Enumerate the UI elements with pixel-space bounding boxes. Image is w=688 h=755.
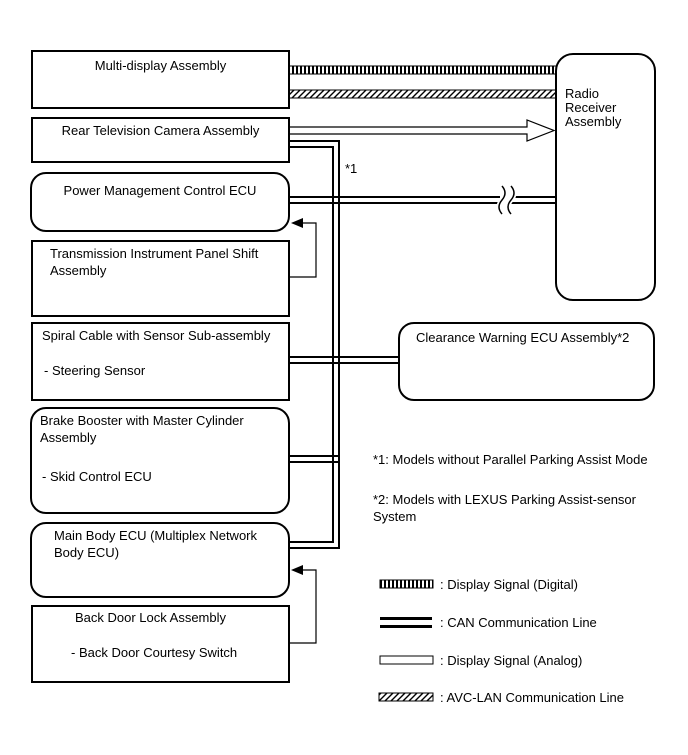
box-multi-display-assembly [31, 50, 290, 109]
box-label: Transmission Instrument Panel Shift Assembly [50, 246, 259, 278]
legend-label-can-communication-line: : CAN Communication Line [440, 615, 597, 630]
note-2: *2: Models with LEXUS Parking Assist-sensor System [373, 492, 636, 524]
digital-hatch-swatch [380, 580, 433, 588]
box-rear-television-camera-assembly [31, 117, 290, 163]
digital-display-signal-line [289, 66, 556, 74]
box-label: Multi-display Assembly [94, 58, 227, 73]
legend-label-display-signal-digital: : Display Signal (Digital) [440, 577, 578, 592]
avc-lan-communication-line [289, 90, 556, 98]
box-label: Radio Receiver Assembly [565, 86, 622, 129]
avc-lan-hatch-swatch [379, 693, 433, 701]
box-label: Rear Television Camera Assembly [61, 123, 260, 138]
box-spiral-cable-with-sensor-sub-assembly [31, 322, 290, 401]
box-label: Back Door Lock Assembly [75, 610, 227, 625]
legend-label-display-signal-analog: : Display Signal (Analog) [440, 653, 583, 668]
note-1: *1: Models without Parallel Parking Assist Mode [373, 452, 648, 467]
arrow-into-main-body-icon [291, 565, 303, 575]
arrow-into-power-management-icon [291, 218, 303, 228]
analog-display-signal-arrow [289, 120, 554, 141]
box-brake-booster-with-master-cylinder-assembly [30, 407, 290, 514]
box-sub-label: - Back Door Courtesy Switch [71, 645, 238, 660]
box-radio-receiver-assembly [555, 53, 656, 301]
connector-transmission-to-power-management [289, 218, 316, 277]
box-label: Clearance Warning ECU Assembly*2 [416, 330, 630, 345]
box-label: Power Management Control ECU [63, 183, 257, 198]
box-sub-label: - Steering Sensor [44, 363, 146, 378]
box-label: Spiral Cable with Sensor Sub-assembly [42, 328, 271, 343]
box-back-door-lock-assembly [31, 605, 290, 683]
box-main-body-ecu [30, 522, 290, 598]
can-trunk-inner-line [289, 147, 333, 542]
box-label: Brake Booster with Master Cylinder Assembly [40, 413, 244, 445]
box-sub-label: - Skid Control ECU [42, 469, 152, 484]
reference-1-marker: *1 [345, 161, 358, 176]
box-transmission-instrument-panel-shift-assembly [31, 240, 290, 317]
line-break-symbol [499, 186, 514, 214]
can-double-line-swatch [380, 619, 432, 627]
legend-label-avc-lan-communication-line: : AVC-LAN Communication Line [440, 690, 625, 705]
analog-outline-swatch [380, 656, 433, 664]
box-label: Main Body ECU (Multiplex Network Body ECU) [54, 528, 258, 560]
connector-back-door-to-main-body [289, 565, 316, 643]
box-clearance-warning-ecu-assembly [398, 322, 655, 401]
box-power-management-control-ecu [30, 172, 290, 232]
